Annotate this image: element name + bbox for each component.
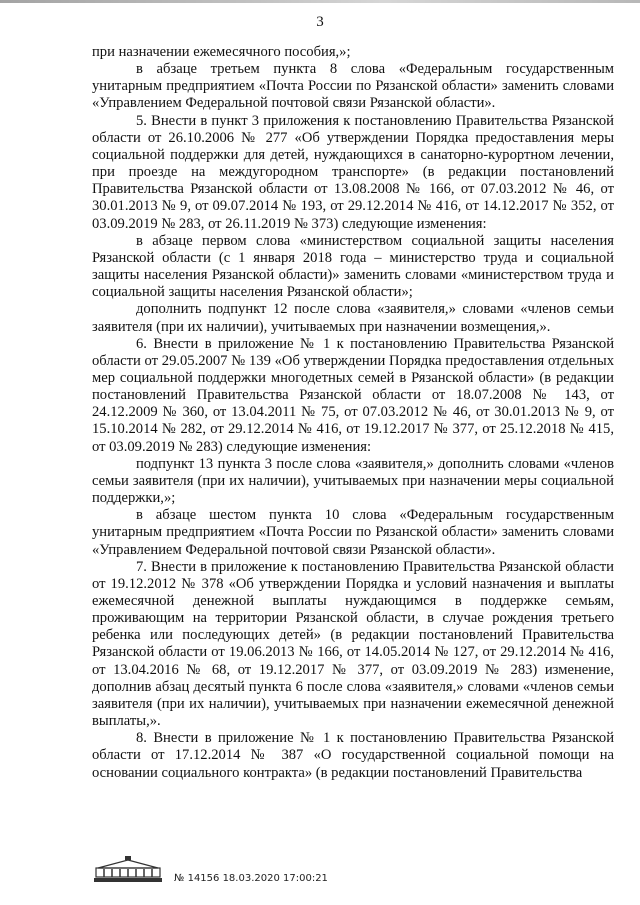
paragraph: в абзаце шестом пункта 10 слова «Федеральным государственным унитарным предприятием «Почта России по Рязанской области» заменить словами «Управлением Федеральной почтовой связи Рязанской области».: [92, 507, 614, 558]
paragraph: подпункт 13 пункта 3 после слова «заявителя,» дополнить словами «членов семьи заявителя (при их наличии), учитываемых при назначении меры социальной поддержки,»;: [92, 455, 614, 507]
document-body: [92, 44, 614, 782]
paragraph: при назначении ежемесячного пособия,»;: [92, 44, 351, 60]
document-registration-mark: № 14156 18.03.2020 17:00:21: [174, 873, 328, 884]
paragraph: 8. Внести в приложение № 1 к постановлению Правительства Рязанской области от 17.12.2014 № 387 «О государственной социальной помощи на основании социального контракта» (в редакции постановлений Правительства: [92, 730, 614, 781]
document-footer: [92, 848, 492, 888]
paragraph: дополнить подпункт 12 после слова «заявителя,» словами «членов семьи заявителя (при их наличии), учитываемых при назначении возмещения,».: [92, 301, 614, 335]
scan-edge-artifact: [0, 0, 640, 3]
paragraph: 7. Внести в приложение к постановлению Правительства Рязанской области от 19.12.2012 № 378 «Об утверждении Порядка и условий назначения и выплаты ежемесячной денежной выплаты нуждающимся в поддержке семьям, проживающим на территории Рязанской области, в случае рождения третьего ребенка или последующих детей» (в редакции постановлений Правительства Рязанской области от 19.06.2013 № 166, от 14.05.2014 № 127, от 29.12.2014 № 416, от 13.04.2016 № 68, от 19.12.2017 № 377, от 03.09.2019 № 283) изменение, дополнив абзац десятый пункта 6 после слова «заявителя,» словами «членов семьи заявителя (при их наличии), учитываемых при назначении ежемесячной денежной выплаты,».: [92, 558, 614, 730]
building-seal-icon: [92, 854, 164, 884]
paragraph: 6. Внести в приложение № 1 к постановлению Правительства Рязанской области от 29.05.2007 № 139 «Об утверждении Порядка предоставления отдельных мер социальной поддержки многодетных семей в Рязанской области» (в редакции постановлений Правительства Рязанской области от 18.07.2008 № 143, от 24.12.2009 № 360, от 13.04.2011 № 75, от 07.03.2012 № 46, от 30.01.2013 № 9, от 15.10.2014 № 282, от 29.12.2014 № 416, от 19.12.2017 № 377, от 25.12.2018 № 415, от 03.09.2019 № 283) следующие изменения:: [92, 335, 614, 455]
paragraph: в абзаце первом слова «министерством социальной защиты населения Рязанской области (с 1 января 2018 года – министерство труда и социальной защиты населения Рязанской области)» заменить словами «министерством труда и социальной защиты населения Рязанской области»;: [92, 232, 614, 301]
page-number: 3: [316, 14, 324, 30]
paragraph: в абзаце третьем пункта 8 слова «Федеральным государственным унитарным предприятием «Почта России по Рязанской области» заменить словами «Управлением Федеральной почтовой связи Рязанской области».: [92, 61, 614, 112]
paragraph: 5. Внести в пункт 3 приложения к постановлению Правительства Рязанской области от 26.10.2006 № 277 «Об утверждении Порядка предоставления меры социальной поддержки для детей, нуждающихся в санаторно-курортном лечении, при проезде на междугородном транспорте» (в редакции постановлений Правительства Рязанской области от 13.08.2008 № 166, от 07.03.2012 № 46, от 30.01.2013 № 9, от 09.07.2014 № 193, от 29.12.2014 № 416, от 14.12.2017 № 352, от 03.09.2019 № 283, от 26.11.2019 № 373) следующие изменения:: [92, 112, 614, 232]
